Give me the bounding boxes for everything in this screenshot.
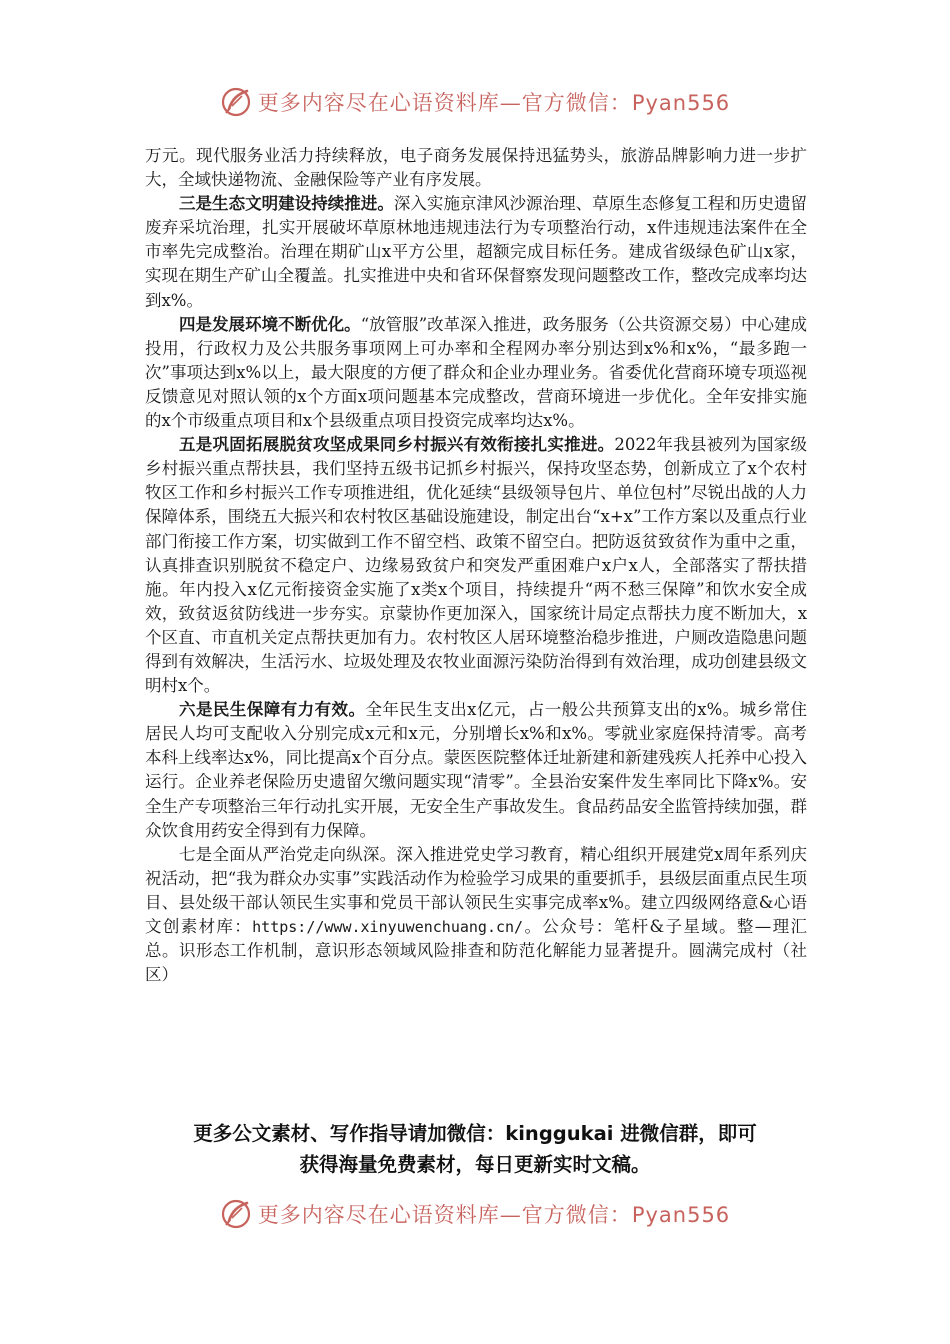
header-banner <box>0 80 950 124</box>
document-body <box>145 144 807 987</box>
promo-line-1: 更多公文素材、写作指导请加微信：kinggukai 进微信群，即可 <box>193 1122 757 1145</box>
paragraph-5-heading: 六是民生保障有力有效。 <box>179 700 366 720</box>
paragraph-4 <box>145 433 807 698</box>
footer-banner-handle: Pyan556 <box>631 1203 731 1227</box>
paragraph-2-text: 深入实施京津风沙源治理、草原生态修复工程和历史遗留废弃采坑治理，扎实开展破坏草原林地违规违法行为专项整治行动，x件违规违法案件在全市率先完成整治。治理在期矿山x平方公里，超额完成目标任务。建成省级绿色矿山x家，实现在期生产矿山全覆盖。扎实推进中央和省环保督察发现问题整改工作，整改完成率均达到x%。 <box>145 194 808 310</box>
paragraph-6-text: 七是全面从严治党走向纵深。深入推进党史学习教育，精心组织开展建党x周年系列庆祝活动，把“我为群众办实事”实践活动作为检验学习成果的重要抓手，县级层面重点民生项目、县处级干部认领民生实事和党员干部认领民生实事完成率x%。建立四级网络意&心语文创素材库： <box>145 844 807 936</box>
header-banner-text: 更多内容尽在心语资料库—官方微信：Pyan556 <box>257 91 731 115</box>
paragraph-2-heading: 三是生态文明建设持续推进。 <box>179 194 394 214</box>
promo-line-2: 获得海量免费素材，每日更新实时文稿。 <box>299 1153 651 1176</box>
logo-icon <box>220 1197 254 1231</box>
paragraph-3-text: “放管服”改革深入推进，政务服务（公共资源交易）中心建成投用，行政权力及公共服务事项网上可办率和全程网办率分别达到x%和x%，“最多跑一次”事项达到x%以上，最大限度的方便了群众和企业办理业务。省委优化营商环境专项巡视反馈意见对照认领的x个方面x项问题基本完成整改，营商环境进一步优化。全年安排实施的x个市级重点项目和x个县级重点项目投资完成率均达x%。 <box>145 314 808 431</box>
paragraph-5 <box>145 698 807 843</box>
footer-banner-text: 更多内容尽在心语资料库—官方微信：Pyan556 <box>257 1203 731 1227</box>
paragraph-6-tail: 。公众号：笔杆&子星域。整—理汇总。识形态工作机制，意识形态领域风险排查和防范化解能力显著提升。圆满完成村（社区） <box>145 917 808 985</box>
paragraph-4-heading: 五是巩固拓展脱贫攻坚成果同乡村振兴有效衔接扎实推进。 <box>179 435 615 455</box>
paragraph-6 <box>145 843 807 988</box>
promo-block <box>120 1118 830 1180</box>
paragraph-1: 万元。现代服务业活力持续释放，电子商务发展保持迅猛势头，旅游品牌影响力进一步扩大，全域快递物流、金融保险等产业有序发展。 <box>145 146 807 190</box>
header-banner-handle: Pyan556 <box>631 91 731 115</box>
paragraph-6-url-b: www.xinyuwenchuang.cn/ <box>324 918 524 936</box>
paragraph-5-text: 全年民生支出x亿元，占一般公共预算支出的x%。城乡常住居民人均可支配收入分别完成x元和x元，分别增长x%和x%。零就业家庭保持清零。高考本科上线率达x%，同比提高x个百分点。蒙医医院整体迁址新建和新建残疾人托养中心投入运行。企业养老保险历史遗留欠缴问题实现“清零”。全县治安案件发生率同比下降x%。安全生产专项整治三年行动扎实开展，无安全生产事故发生。食品药品安全监管持续加强，群众饮食用药安全得到有力保障。 <box>145 700 807 840</box>
paragraph-6-url-a: https:// <box>252 918 325 936</box>
footer-banner <box>0 1192 950 1236</box>
paragraph-3 <box>145 313 807 433</box>
logo-icon <box>220 85 254 119</box>
paragraph-2 <box>145 192 807 312</box>
paragraph-3-heading: 四是发展环境不断优化。 <box>179 314 361 334</box>
paragraph-4-text: 2022年我县被列为国家级乡村振兴重点帮扶县，我们坚持五级书记抓乡村振兴，保持攻坚态势，创新成立了x个农村牧区工作和乡村振兴工作专项推进组，优化延续“县级领导包片、单位包村”尽锐出战的人力保障体系，围绕五大振兴和农村牧区基础设施建设，制定出台“x+x”工作方案以及重点行业部门衔接工作方案，切实做到工作不留空档、政策不留空白。把防返贫致贫作为重中之重，认真排查识别脱贫不稳定户、边缘易致贫户和突发严重困难户x户x人，全部落实了帮扶措施。年内投入x亿元衔接资金实施了x类x个项目，持续提升“两不愁三保障”和饮水安全成效，致贫返贫防线进一步夯实。京蒙协作更加深入，国家统计局定点帮扶力度不断加大，x个区直、市直机关定点帮扶更加有力。农村牧区人居环境整治稳步推进，户厕改造隐患问题得到有效解决，生活污水、垃圾处理及农牧业面源污染防治得到有效治理，成功创建县级文明村x个。 <box>145 435 808 696</box>
